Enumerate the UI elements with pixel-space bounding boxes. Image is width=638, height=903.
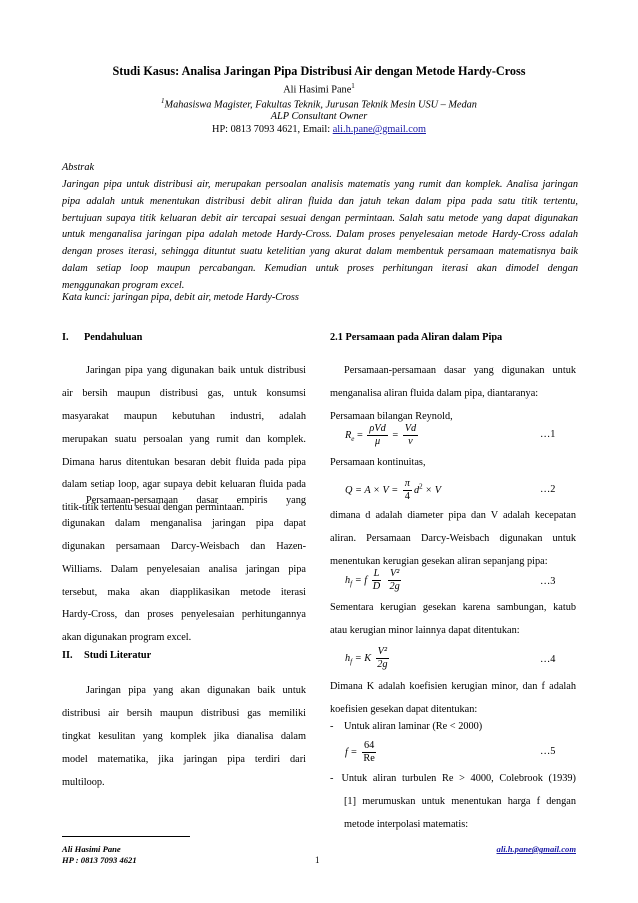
- eq-subscript: f: [350, 657, 353, 666]
- bullet-laminar: [330, 716, 482, 739]
- eq-subscript: e: [351, 434, 355, 443]
- text-line: Hardy-Cross, dan proses penyelesaian perhitungannya: [62, 609, 306, 621]
- minor-loss-paragraph: [330, 597, 576, 643]
- friction-paragraph: [330, 676, 576, 722]
- bullet-line: [330, 716, 482, 739]
- eq-symbol: h: [345, 574, 351, 586]
- text-line: Dimana harus ditentukan besaran debit fluida pada pipa: [62, 456, 306, 468]
- bullet-text: Untuk aliran turbulen Re > 4000, Colebrook (1939): [341, 773, 576, 784]
- eq-expression: f =: [345, 746, 358, 758]
- eq-numerator: V²: [389, 568, 400, 579]
- bullet-mark: -: [330, 721, 334, 732]
- text-line: Williams. Dalam penyelesaian analisa jaringan pipa: [62, 563, 306, 575]
- eq-numerator: Vd: [404, 423, 417, 434]
- eq-symbol: h: [345, 652, 351, 664]
- section1-title: Pendahuluan: [84, 332, 143, 343]
- eq-denominator: 2g: [389, 581, 400, 592]
- intro-paragraph-2: [62, 490, 306, 650]
- eq-numerator: π: [404, 478, 410, 489]
- eq-fraction: [403, 423, 418, 448]
- subsection-heading: 2.1 Persamaan pada Aliran dalam Pipa: [330, 332, 503, 343]
- text-line: [1] merumuskan untuk menentukan harga f dengan: [344, 795, 576, 807]
- eq-fraction: [376, 646, 389, 671]
- contact-line: [0, 124, 638, 135]
- bullet-line: [330, 768, 576, 791]
- abstract-line: untuk menganalisa jaringan pipa adalah metode Hardy-Cross. Dalam proses penyelesaian metode Hardy-Cross adalah: [62, 229, 578, 241]
- eq-denominator: ν: [408, 436, 413, 447]
- text-line: distribusi air bersih maupun distribusi gas memiliki: [62, 707, 306, 719]
- eq-numerator: ρVd: [369, 423, 386, 434]
- eq-denominator: 4: [404, 491, 410, 502]
- eq-subscript: f: [350, 579, 353, 588]
- eq-expression: = f: [354, 574, 368, 586]
- author-name: Ali Hasimi Pane: [283, 84, 352, 96]
- footer-name: Ali Hasimi Pane: [62, 844, 121, 854]
- eq-superscript: 2: [419, 482, 423, 491]
- affiliation-line: [0, 97, 638, 110]
- abstract-line: bertujuan supaya titik keluaran debit air tercapai sesuai dengan permintaan. Salah satu metode yang dapat digunakan: [62, 212, 578, 224]
- eq-numerator: L: [373, 568, 380, 579]
- eq-denominator: Re: [363, 753, 375, 764]
- text-line: aliran. Persamaan Darcy-Weisbach digunakan untuk: [330, 532, 576, 544]
- text-line: dalam setiap loop, agar supaya debit keluaran fluida pada: [62, 479, 306, 491]
- abstract-line: pipa adalah untuk menentukan distribusi debit aliran fluida dan jatuh tekan dalam pipa pada satu titik tertentu,: [62, 195, 578, 207]
- eq-fraction: [403, 478, 412, 503]
- author-line: [0, 82, 638, 95]
- text-line: Jaringan pipa yang digunakan baik untuk distribusi: [86, 365, 306, 376]
- keywords: Kata kunci: jaringan pipa, debit air, metode Hardy-Cross: [62, 292, 299, 303]
- text-line: menentukan kerugian gesekan aliran sepanjang pipa:: [330, 555, 548, 567]
- text-line: digunakan persamaan Darcy-Weisbach dan Hazen-: [62, 540, 306, 552]
- paper-title: Studi Kasus: Analisa Jaringan Pipa Distribusi Air dengan Metode Hardy-Cross: [112, 64, 526, 78]
- bullet-text: Untuk aliran laminar (Re < 2000): [344, 721, 483, 732]
- text-line: model matematika, jika jaringan pipa terdiri dari: [62, 753, 306, 765]
- equation-laminar-friction: [345, 740, 378, 765]
- equation-number: …3: [540, 576, 556, 587]
- abstract-body: [62, 177, 578, 295]
- text-line: Persamaan-persamaan dasar empiris yang: [86, 495, 306, 506]
- equation-number: …1: [540, 429, 556, 440]
- section1-number: I.: [62, 332, 69, 343]
- text-line: Sementara kerugian gesekan karena sambungan, katub: [330, 602, 576, 613]
- text-line: Persamaan-persamaan dasar yang digunakan untuk: [344, 365, 576, 376]
- literature-paragraph: [62, 680, 306, 794]
- abstract-heading: Abstrak: [62, 162, 95, 173]
- equation-reynolds: [345, 423, 420, 448]
- eq-fraction: [367, 423, 387, 448]
- abstract-line: Jaringan pipa untuk distribusi air, merupakan persoalan analisis matematis yang rumit dan komplek. Analisa jaringan: [62, 179, 578, 190]
- text-line: atau kerugian minor lainnya dapat ditentukan:: [330, 624, 520, 636]
- eq-operator: =: [392, 429, 399, 441]
- footer-phone: HP : 0813 7093 4621: [62, 855, 137, 865]
- text-line: digunakan dalam menganalisa jaringan pipa dapat: [62, 517, 306, 529]
- text-line: Jaringan pipa yang akan digunakan baik untuk: [86, 685, 306, 696]
- eq-expression: = K: [354, 652, 372, 664]
- equation-minor-loss: [345, 646, 391, 671]
- contact-prefix: HP: 0813 7093 4621, Email:: [212, 124, 333, 135]
- text-line: menganalisa aliran fluida dalam pipa, diantaranya:: [330, 387, 539, 399]
- intro-equations-paragraph: [330, 360, 576, 429]
- footer-email-link[interactable]: ali.h.pane@gmail.com: [496, 844, 576, 854]
- affiliation-text: Mahasiswa Magister, Fakultas Teknik, Jurusan Teknik Mesin USU – Medan: [164, 99, 477, 111]
- eq-symbol: × V: [422, 484, 441, 496]
- text-line: tingkat kesulitan yang komplek jika dianalisa dalam: [62, 730, 306, 742]
- darcy-paragraph: [330, 505, 576, 574]
- abstract-line: menggunakan program excel.: [62, 279, 185, 291]
- continuity-label: [330, 452, 426, 475]
- abstract-line: dalam setiap loop maupun percabangan. Kemudian untuk proses perhitungan iterasi akan dimodel dengan: [62, 262, 578, 274]
- text-line: tersebut, maka akan diapplikasikan metode iterasi: [62, 586, 306, 598]
- text-line: akan digunakan program excel.: [62, 632, 192, 644]
- eq-fraction: [372, 568, 382, 593]
- email-link[interactable]: ali.h.pane@gmail.com: [332, 124, 426, 135]
- equation-darcy-weisbach: [345, 568, 403, 593]
- section2-title: Studi Literatur: [84, 650, 152, 661]
- eq-symbol: R: [345, 429, 352, 441]
- eq-fraction: [362, 740, 376, 765]
- equation-continuity: [345, 478, 441, 503]
- eq-fraction: [388, 568, 401, 593]
- eq-numerator: 64: [363, 740, 375, 751]
- text-line: metode interpolasi matematis:: [344, 818, 469, 830]
- equation-number: …4: [540, 654, 556, 665]
- eq-operator: =: [356, 429, 363, 441]
- page-number: 1: [315, 855, 320, 865]
- text-line: titik-titik tertentu sesuai dengan permintaan.: [62, 502, 245, 514]
- text-line: masyarakat maupun kebutuhan industri, adalah: [62, 410, 306, 422]
- section2-number: II.: [62, 650, 73, 661]
- abstract-line: dengan proses iterasi, sehingga dituntut suatu ketelitian yang akurat dalam membentuk persamaan matematisnya baik: [62, 246, 578, 258]
- text-line: multiloop.: [62, 776, 105, 788]
- footer-rule: [62, 836, 190, 837]
- eq-denominator: 2g: [377, 659, 388, 670]
- eq-symbol: d: [413, 484, 420, 496]
- text-line: air bersih maupun distribusi gas, untuk konsumsi: [62, 387, 306, 399]
- bullet-turbulent: [330, 768, 576, 837]
- text-line: Persamaan kontinuitas,: [330, 457, 426, 468]
- eq-numerator: V²: [377, 646, 388, 657]
- eq-expression: Q = A × V =: [345, 484, 399, 496]
- author-superscript: 1: [351, 82, 355, 90]
- equation-number: …5: [540, 746, 556, 757]
- affiliation-superscript: 1: [161, 97, 165, 105]
- text-line: dimana d adalah diameter pipa dan V adalah kecepatan: [330, 510, 576, 521]
- text-line: merupakan suatu persoalan yang rumit dan komplek.: [62, 433, 306, 445]
- reynolds-label: Persamaan bilangan Reynold,: [330, 410, 453, 422]
- bullet-mark: -: [330, 773, 334, 784]
- equation-number: …2: [540, 484, 556, 495]
- text-line: koefisien gesekan dapat ditentukan:: [330, 703, 478, 715]
- eq-denominator: D: [372, 581, 381, 592]
- text-line: Dimana K adalah koefisien kerugian minor, dan f adalah: [330, 681, 576, 692]
- eq-denominator: μ: [374, 436, 381, 447]
- role-line: ALP Consultant Owner: [270, 111, 368, 122]
